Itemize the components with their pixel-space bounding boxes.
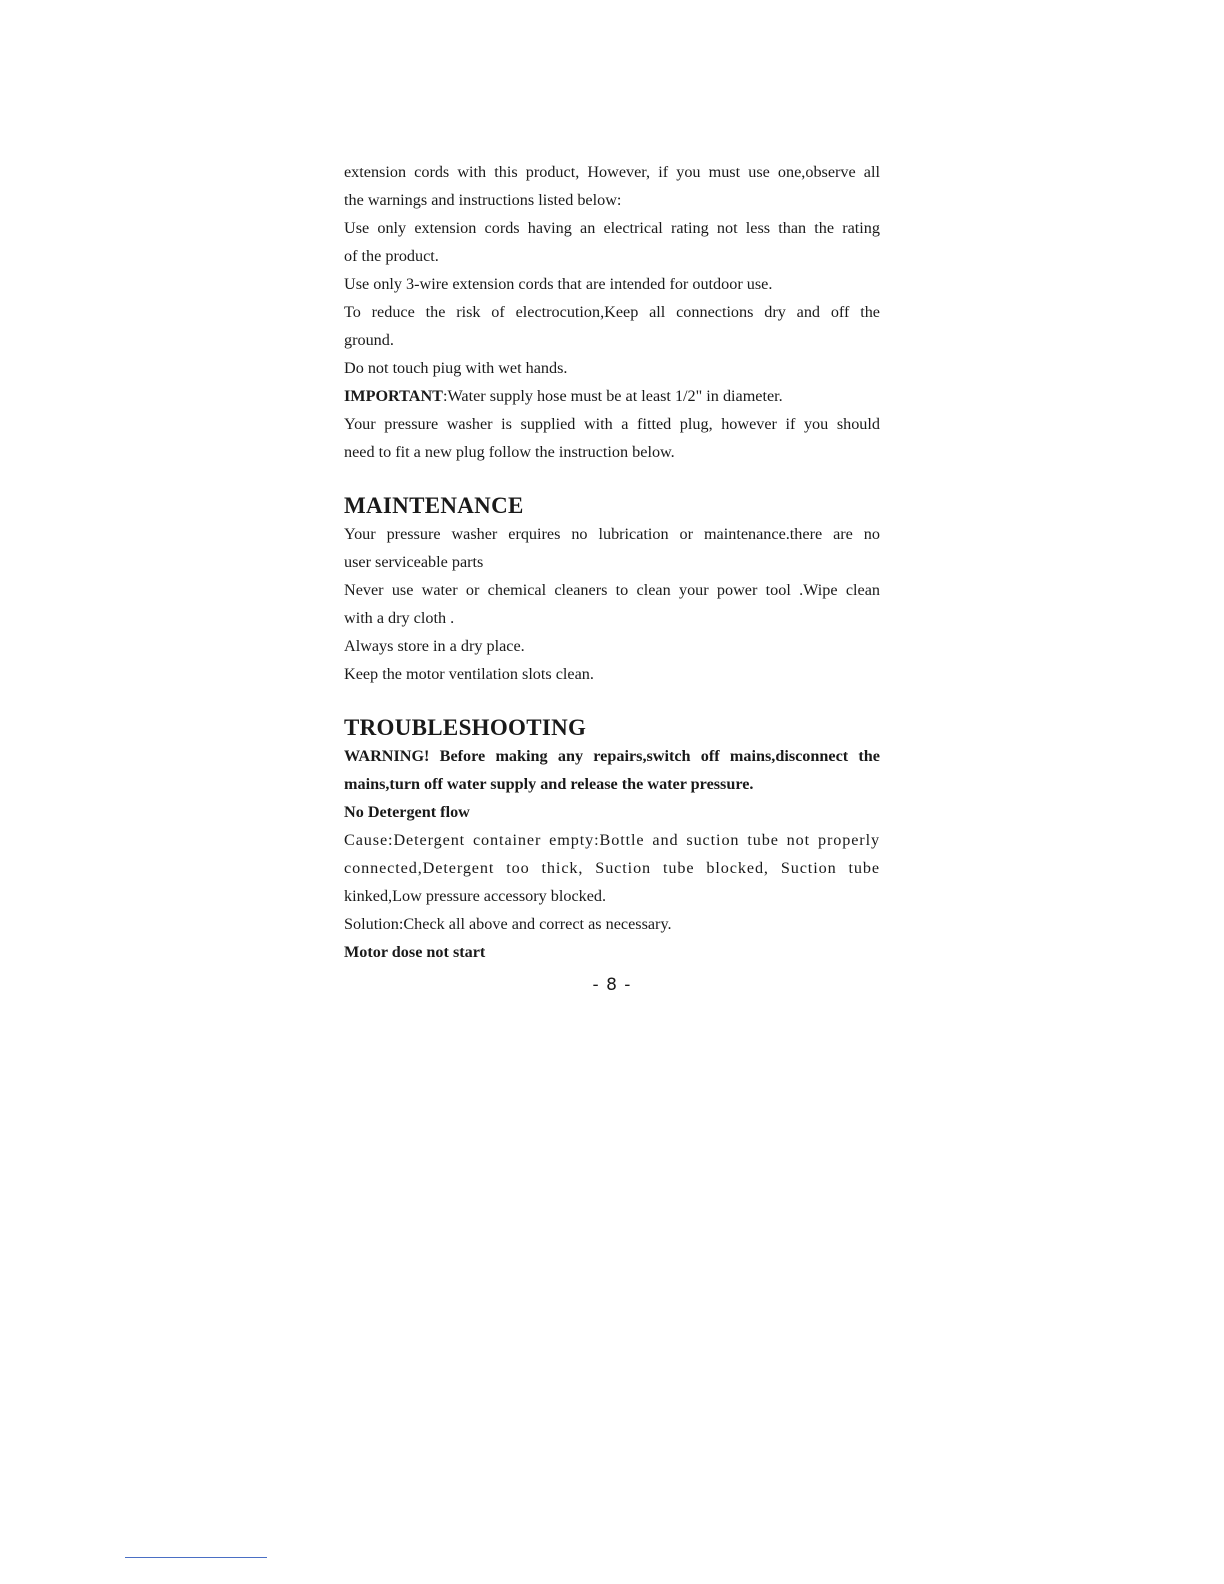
maintenance-line: Never use water or chemical cleaners to clean your power tool .Wipe clean (344, 581, 880, 599)
troubleshooting-heading: TROUBLESHOOTING (344, 715, 587, 740)
maintenance-line: Always store in a dry place. (344, 637, 525, 655)
maintenance-line: Keep the motor ventilation slots clean. (344, 665, 594, 683)
warning-line: WARNING! Before making any repairs,switch off mains,disconnect the (344, 747, 880, 765)
intro-line: extension cords with this product, However, if you must use one,observe all (344, 163, 880, 181)
important-label: IMPORTANT (344, 387, 443, 405)
motor-subheading: Motor dose not start (344, 943, 486, 961)
intro-line: ground. (344, 331, 394, 349)
intro-line: To reduce the risk of electrocution,Keep all connections dry and off the (344, 303, 880, 321)
maintenance-line: with a dry cloth . (344, 609, 455, 627)
section-spacer (344, 466, 880, 492)
text-column (344, 158, 880, 966)
solution-line: Solution:Check all above and correct as necessary. (344, 915, 672, 933)
footnote-rule (125, 1557, 267, 1558)
plug-line: Your pressure washer is supplied with a fitted plug, however if you should (344, 415, 880, 433)
intro-line: Do not touch piug with wet hands. (344, 359, 568, 377)
plug-line: need to fit a new plug follow the instruction below. (344, 443, 675, 461)
cause-line: connected,Detergent too thick, Suction tube blocked, Suction tube (344, 859, 880, 877)
cause-line: Cause:Detergent container empty:Bottle and suction tube not properly (344, 831, 880, 849)
maintenance-heading: MAINTENANCE (344, 493, 524, 518)
warning-line: mains,turn off water supply and release the water pressure. (344, 775, 754, 793)
cause-line: kinked,Low pressure accessory blocked. (344, 887, 607, 905)
intro-line: the warnings and instructions listed below: (344, 191, 622, 209)
important-text: :Water supply hose must be at least 1/2" in diameter. (442, 387, 783, 405)
intro-line: Use only 3-wire extension cords that are intended for outdoor use. (344, 275, 773, 293)
page-number: - 8 - (592, 975, 632, 995)
important-note (344, 382, 880, 410)
no-detergent-subheading: No Detergent flow (344, 803, 470, 821)
intro-line: of the product. (344, 247, 439, 265)
section-spacer (344, 688, 880, 714)
maintenance-line: Your pressure washer erquires no lubrication or maintenance.there are no (344, 525, 880, 543)
intro-line: Use only extension cords having an electrical rating not less than the rating (344, 219, 880, 237)
maintenance-line: user serviceable parts (344, 553, 484, 571)
